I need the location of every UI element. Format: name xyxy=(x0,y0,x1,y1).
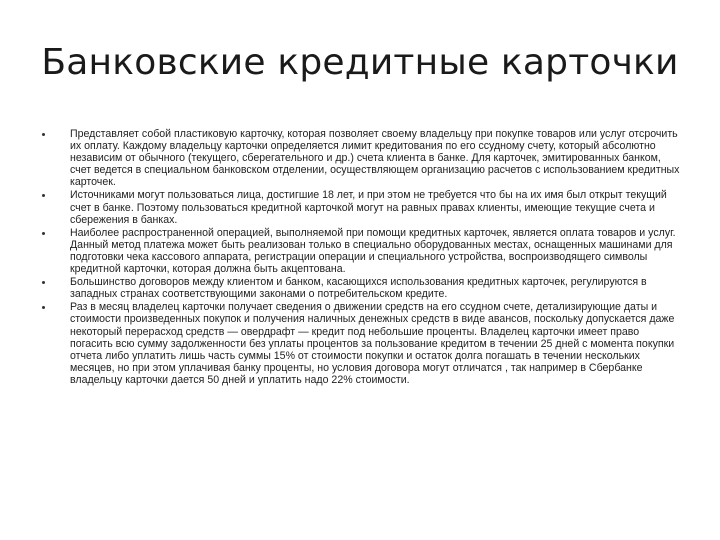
bullet-text: Источниками могут пользоваться лица, достигшие 18 лет, и при этом не требуется что бы на их имя был открыт текущий счет в банке. Поэтому пользоваться кредитной карточкой могут на равных правах клиенты, имеющие текущие счета и сбережения в банках. xyxy=(70,189,667,226)
bullet-text: Большинство договоров между клиентом и банком, касающихся использования кредитных карточек, регулируются в западных странах соответствующими законами о потребительском кредите. xyxy=(70,276,647,301)
bullet-dot-icon xyxy=(42,306,45,309)
bullet-dot-icon xyxy=(42,194,45,197)
bullet-text: Представляет собой пластиковую карточку, которая позволяет своему владельцу при покупке товаров или услуг отсрочить их оплату. Каждому владельцу карточки определяется лимит кредитования по его ссудному счету, который абсолютно независим от обычного (текущего, сберегательного и др.) счета клиента в банке. Для карточек, эмитированных банком, счет ведется в специальном банковском отделении, осуществляющем организацию расчетов с использованием кредитных карточек. xyxy=(70,128,680,189)
bullet-text: Наиболее распространенной операцией, выполняемой при помощи кредитных карточек, является оплата товаров и услуг. Данный метод платежа может быть реализован только в специально оборудованных местах, оснащенных машинами для подготовки чека кассового аппарата, регистрации операции и специального устройства, воспроизводящего символы кредитной карточки, которая должна быть акцептована. xyxy=(70,226,676,276)
bullet-item xyxy=(42,227,682,275)
bullet-item xyxy=(42,128,682,188)
bullet-text: Раз в месяц владелец карточки получает сведения о движении средств на его ссудном счете, детализирующие даты и стоимости произведенных покупок и получения наличных денежных средств в виде авансов, поскольку допускается даже некоторый перерасход средств — овердрафт — кредит под небольшие проценты. Владелец карточки имеет право погасить всю сумму задолженности без уплаты процентов за пользование кредитом в течении 25 дней с момента покупки отчета либо уплатить лишь часть суммы 15% от стоимости покупки и остаток долга погашать в течении нескольких месяцев, но при этом уплачивая банку проценты, но условия договора могут отличатся , так например в Сбербанке владельцу карточки дается 50 дней и уплатить надо 22% стоимости. xyxy=(70,301,675,386)
bullet-item xyxy=(42,189,682,225)
bullet-list xyxy=(42,128,682,386)
bullet-dot-icon xyxy=(42,232,45,235)
bullet-dot-icon xyxy=(42,133,45,136)
bullet-item xyxy=(42,276,682,300)
bullet-item xyxy=(42,301,682,386)
slide-title: Банковские кредитные карточки xyxy=(41,42,679,83)
bullet-dot-icon xyxy=(42,281,45,284)
